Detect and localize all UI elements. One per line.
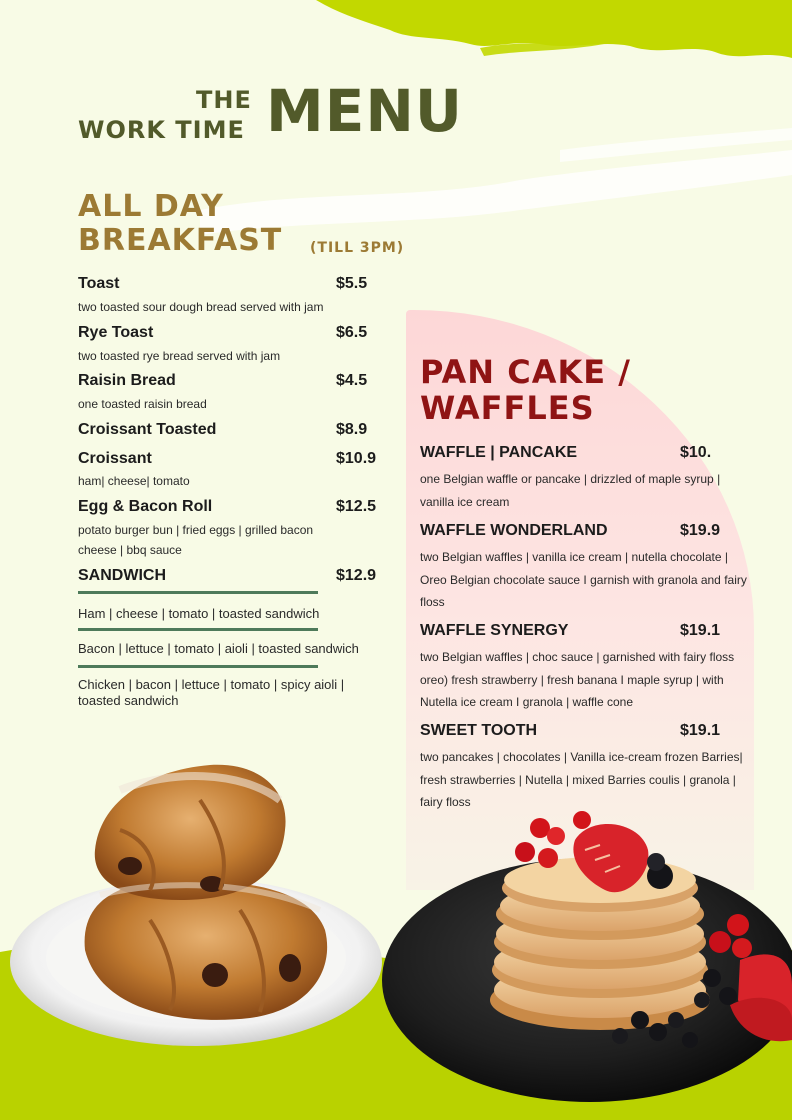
breakfast-title-line1: ALL DAY	[78, 189, 224, 224]
menu-item-price: $4.5	[336, 372, 368, 389]
waffle-item-desc: two Belgian waffles | choc sauce | garnished with fairy floss oreo) fresh strawberry | fresh banana I maple syrup | with Nutella ice cream I granola | waffle cone	[420, 650, 735, 709]
breakfast-subtitle: (TILL 3PM)	[310, 240, 405, 256]
waffles-title-line2: WAFFLES	[420, 389, 595, 427]
menu-item-name: Rye Toast	[78, 324, 154, 341]
menu-item-name: Croissant Toasted	[78, 421, 217, 438]
sandwich-option: Chicken | bacon | lettuce | tomato | spicy aioli | toasted sandwich	[78, 677, 345, 708]
logo-work-time: WORK TIME	[78, 116, 245, 144]
waffle-item-price: $10.	[680, 444, 712, 461]
menu-item-price: $5.5	[336, 275, 368, 292]
logo-the: THE	[196, 86, 252, 114]
waffle-item-name: WAFFLE SYNERGY	[420, 622, 569, 639]
menu-item-desc: potato burger bun | fried eggs | grilled bacon cheese | bbq sauce	[78, 523, 314, 557]
waffle-item-name: WAFFLE | PANCAKE	[420, 444, 578, 461]
menu-item-name: Croissant	[78, 450, 152, 467]
menu-item-name: Toast	[78, 275, 120, 292]
waffle-item-name: SWEET TOOTH	[420, 722, 538, 739]
waffle-item-desc: two pancakes | chocolates | Vanilla ice-cream frozen Barries| fresh strawberries | Nutella | mixed Barries coulis | granola | fairy floss	[420, 750, 743, 809]
menu-item-price: $12.5	[336, 498, 377, 515]
menu-item-price: $10.9	[336, 450, 377, 467]
logo-menu: MENU	[266, 77, 463, 145]
sandwich-price: $12.9	[336, 567, 377, 584]
breakfast-title-line2: BREAKFAST	[78, 223, 283, 258]
menu-item-name: Raisin Bread	[78, 372, 176, 389]
menu-item-name: Egg & Bacon Roll	[78, 498, 213, 515]
menu-item-desc: ham| cheese| tomato	[78, 474, 190, 488]
sandwich-option: Ham | cheese | tomato | toasted sandwich	[78, 606, 320, 621]
menu-item-desc: two toasted sour dough bread served with jam	[78, 300, 324, 314]
menu-item-desc: one toasted raisin bread	[78, 397, 207, 411]
waffle-item-desc: one Belgian waffle or pancake | drizzled of maple syrup | vanilla ice cream	[420, 472, 721, 509]
waffle-item-desc: two Belgian waffles | vanilla ice cream | nutella chocolate | Oreo Belgian chocolate sauce I garnish with granola and fairy floss	[420, 550, 747, 609]
waffle-item-price: $19.1	[680, 722, 721, 739]
sandwich-option: Bacon | lettuce | tomato | aioli | toasted sandwich	[78, 641, 359, 656]
waffle-item-price: $19.1	[680, 622, 721, 639]
menu-item-desc: two toasted rye bread served with jam	[78, 349, 281, 363]
waffle-item-name: WAFFLE WONDERLAND	[420, 522, 608, 539]
waffles-title-line1: PAN CAKE /	[420, 353, 631, 391]
menu-item-price: $8.9	[336, 421, 368, 438]
sandwich-name: SANDWICH	[78, 567, 166, 584]
waffle-item-price: $19.9	[680, 522, 721, 539]
menu-item-price: $6.5	[336, 324, 368, 341]
